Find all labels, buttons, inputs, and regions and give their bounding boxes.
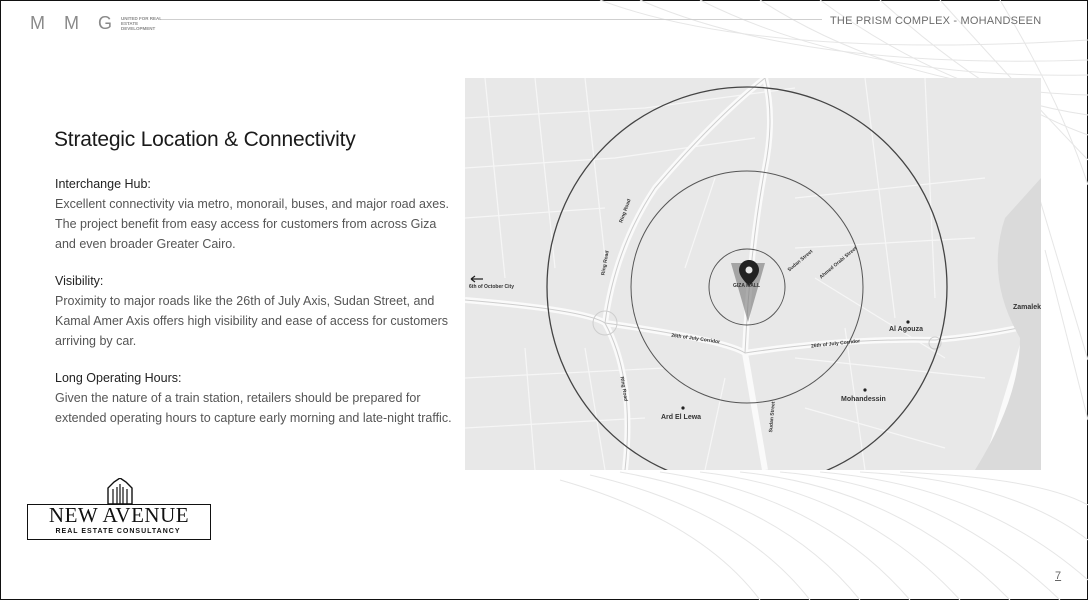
mmg-logo-subtitle: UNITED FOR REAL ESTATE DEVELOPMENT	[121, 16, 162, 31]
mmg-logo	[30, 13, 171, 34]
map-label-ring-road-north: Ring Road	[618, 198, 633, 224]
map-label-sudan-street-north: Sudan Street	[786, 248, 815, 274]
map-label-26th-july-west: 26th of July Corridor	[670, 332, 721, 346]
map-label-sudan-street-south: Sudan Street	[768, 401, 777, 433]
location-map	[465, 78, 1041, 470]
map-label-ahmed-orabi: Ahmed Orabi Street	[818, 245, 859, 281]
mmg-logo-letters: M M G	[30, 13, 119, 33]
map-label-ring-road: Ring Road	[600, 250, 611, 276]
header-rule	[162, 19, 822, 20]
section-heading: Visibility:	[55, 274, 104, 288]
map-label-giza-mall: GIZA MALL	[733, 283, 761, 289]
page-number: 7	[1055, 570, 1062, 582]
map-label-ard-el-lewa: Ard El Lewa	[661, 414, 702, 421]
map-graphic	[465, 78, 1041, 470]
map-label-zamalek: Zamalek	[1013, 304, 1041, 311]
building-icon	[106, 478, 134, 504]
project-title: THE PRISM COMPLEX - MOHANDSEEN	[830, 15, 1042, 27]
map-label-6th-october: 6th of October City	[469, 284, 515, 290]
section-heading: Interchange Hub:	[55, 177, 151, 191]
section-interchange-hub	[55, 175, 455, 254]
map-label-al-agouza: Al Agouza	[889, 326, 923, 333]
page-title: Strategic Location & Connectivity	[54, 128, 356, 151]
logo-name: NEW AVENUE	[48, 503, 190, 527]
map-label-26th-july-east: 26th of July Corridor	[810, 338, 861, 350]
logo-tagline: REAL ESTATE CONSULTANCY	[55, 528, 181, 535]
section-body: Given the nature of a train station, retailers should be prepared for extended operating hours to capture early morning and late-night traffic.	[55, 391, 452, 425]
section-body: Proximity to major roads like the 26th of July Axis, Sudan Street, and Kamal Amer Axis offers high visibility and ease of access for customers arriving by car.	[55, 294, 448, 348]
section-visibility	[55, 272, 455, 351]
section-operating-hours	[55, 369, 455, 428]
map-label-ring-road-south: Ring Road	[618, 376, 629, 402]
new-avenue-logo	[27, 476, 211, 538]
map-label-mohandessin: Mohandessin	[841, 396, 886, 403]
section-heading: Long Operating Hours:	[55, 371, 182, 385]
section-body: Excellent connectivity via metro, monorail, buses, and major road axes. The project benefit from easy access for customers from across Giza and even broader Greater Cairo.	[55, 197, 449, 251]
